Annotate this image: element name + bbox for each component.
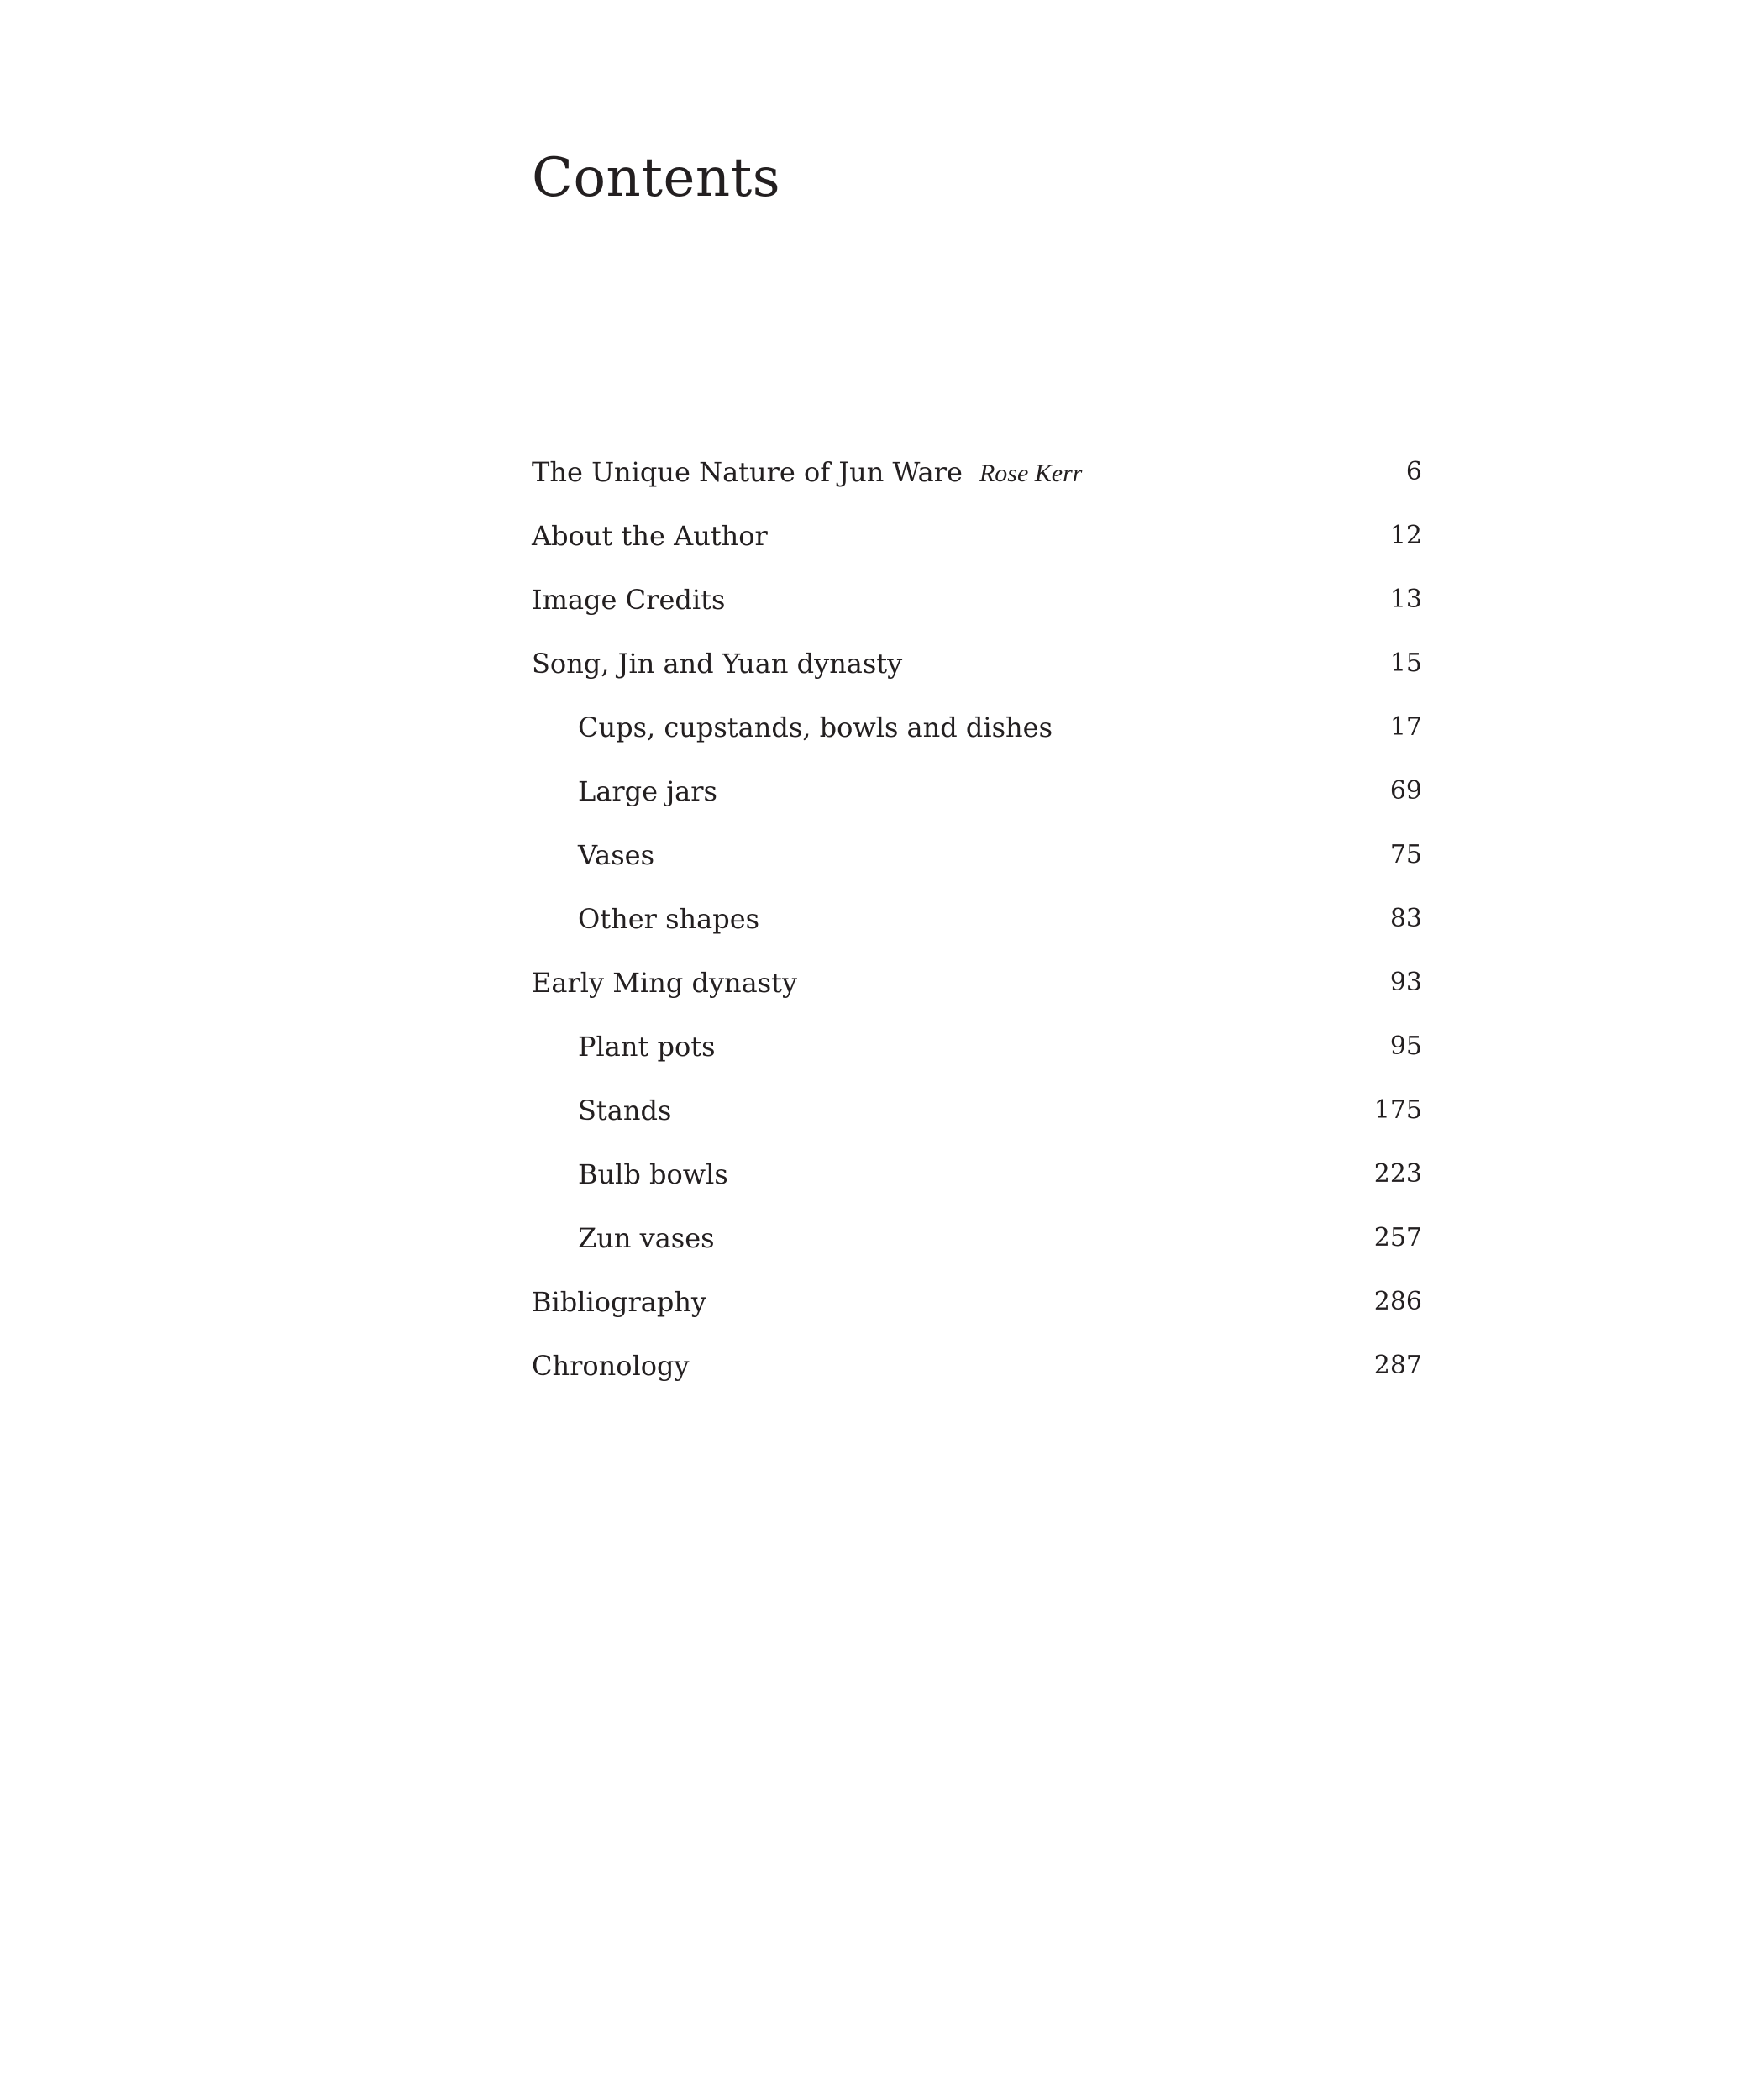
- toc-entry-page-number: 93: [1389, 968, 1422, 997]
- toc-entry-page-number: 13: [1389, 585, 1422, 614]
- toc-entry-page-number: 175: [1373, 1095, 1422, 1125]
- toc-entry-heading: [532, 1089, 671, 1131]
- toc-entry[interactable]: [532, 643, 1422, 706]
- toc-entry-title: Early Ming dynasty: [532, 967, 798, 999]
- toc-entry[interactable]: [532, 451, 1422, 515]
- toc-entry[interactable]: [532, 1281, 1422, 1345]
- toc-entry-title: Vases: [578, 839, 655, 871]
- toc-entry-heading: [532, 643, 902, 685]
- toc-entry-title: Cups, cupstands, bowls and dishes: [578, 711, 1053, 743]
- toc-subentry[interactable]: [532, 1089, 1422, 1153]
- toc-entry[interactable]: [532, 1345, 1422, 1409]
- toc-entry-page-number: 95: [1389, 1032, 1422, 1061]
- toc-entry-page-number: 69: [1389, 776, 1422, 806]
- toc-entry-heading: [532, 706, 1053, 748]
- toc-entry-heading: [532, 962, 797, 1004]
- toc-entry-heading: [532, 1281, 706, 1323]
- toc-entry-heading: [532, 515, 768, 557]
- toc-entry-page-number: 15: [1389, 648, 1422, 678]
- toc-entry-heading: [532, 1217, 715, 1259]
- page-title: Contents: [532, 147, 781, 209]
- toc-entry[interactable]: [532, 579, 1422, 643]
- toc-entry-title: Plant pots: [578, 1031, 716, 1063]
- toc-entry-page-number: 286: [1373, 1287, 1422, 1316]
- toc-entry-page-number: 223: [1373, 1159, 1422, 1189]
- toc-entry-title: Chronology: [532, 1350, 690, 1382]
- toc-entry-page-number: 287: [1373, 1351, 1422, 1380]
- toc-entry-heading: [532, 451, 1082, 495]
- toc-subentry[interactable]: [532, 834, 1422, 898]
- toc-entry-title: Bibliography: [532, 1286, 706, 1318]
- toc-entry[interactable]: [532, 515, 1422, 579]
- toc-subentry[interactable]: [532, 770, 1422, 834]
- toc-entry-title: Zun vases: [578, 1222, 715, 1254]
- toc-entry-heading: [532, 898, 759, 940]
- toc-entry[interactable]: [532, 962, 1422, 1026]
- toc-subentry[interactable]: [532, 1153, 1422, 1217]
- toc-entry-title: Stands: [578, 1095, 672, 1126]
- toc-entry-title: Other shapes: [578, 903, 760, 935]
- toc-subentry[interactable]: [532, 1026, 1422, 1089]
- table-of-contents: [532, 451, 1422, 1409]
- toc-entry-heading: [532, 579, 725, 621]
- toc-subentry[interactable]: [532, 1217, 1422, 1281]
- toc-entry-page-number: 83: [1389, 904, 1422, 933]
- toc-entry-page-number: 12: [1389, 521, 1422, 550]
- toc-entry-heading: [532, 834, 654, 876]
- toc-entry-title: The Unique Nature of Jun Ware: [532, 456, 963, 488]
- toc-entry-page-number: 75: [1389, 840, 1422, 869]
- toc-entry-title: Image Credits: [532, 584, 726, 616]
- toc-entry-heading: [532, 1153, 728, 1195]
- toc-entry-page-number: 6: [1405, 457, 1422, 486]
- toc-entry-heading: [532, 1345, 690, 1387]
- toc-entry-page-number: 257: [1373, 1223, 1422, 1252]
- toc-entry-title: About the Author: [532, 520, 768, 552]
- toc-entry-heading: [532, 1026, 716, 1068]
- toc-subentry[interactable]: [532, 898, 1422, 962]
- toc-entry-heading: [532, 770, 717, 812]
- toc-entry-title: Large jars: [578, 775, 717, 807]
- toc-entry-page-number: 17: [1389, 712, 1422, 742]
- toc-subentry[interactable]: [532, 706, 1422, 770]
- toc-entry-title: Bulb bowls: [578, 1158, 728, 1190]
- toc-entry-title: Song, Jin and Yuan dynasty: [532, 648, 903, 680]
- toc-entry-author: Rose Kerr: [979, 459, 1083, 487]
